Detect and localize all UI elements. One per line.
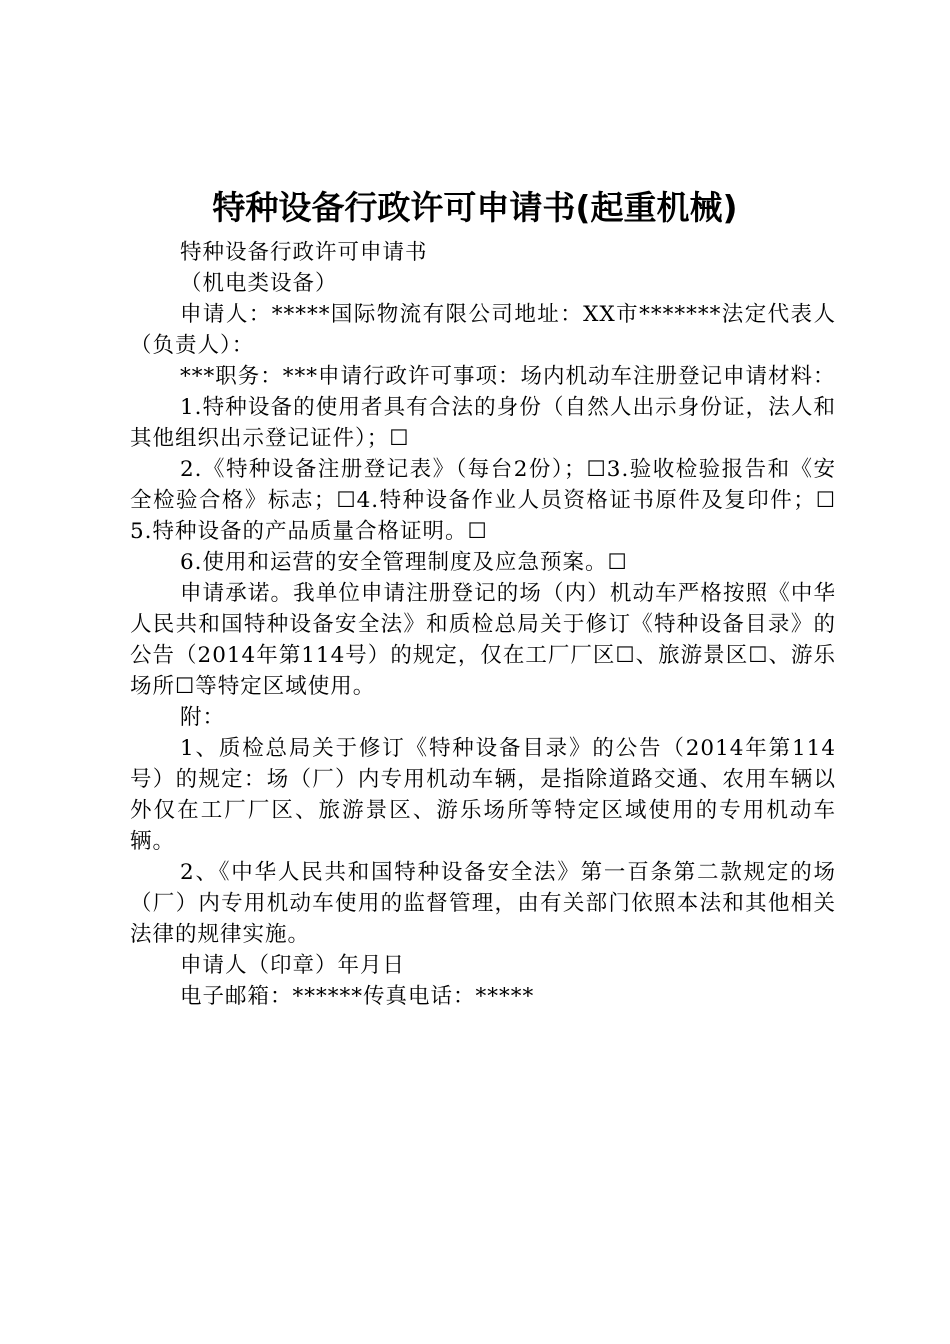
document-title: 特种设备行政许可申请书(起重机械) <box>212 188 738 227</box>
subtitle-line: 特种设备行政许可申请书 <box>180 240 428 265</box>
contact-line: 电子邮箱：******传真电话：***** <box>180 984 535 1009</box>
document-body <box>130 237 836 1012</box>
commitment-paragraph: 申请承诺。我单位申请注册登记的场（内）机动车严格按照《中华人民共和国特种设备安全法》和质检总局关于修订《特种设备目录》的公告（2014年第114号）的规定，仅在工厂厂区☐、旅游景区☐、游乐场所☐等特定区域使用。 <box>130 581 836 699</box>
applicant-paragraph: 申请人：*****国际物流有限公司地址：XX市*******法定代表人（负责人）： <box>130 302 836 358</box>
position-paragraph: ***职务：***申请行政许可事项：场内机动车注册登记申请材料： <box>180 364 836 389</box>
signature-line: 申请人（印章）年月日 <box>180 953 406 978</box>
appendix-item-1: 1、质检总局关于修订《特种设备目录》的公告（2014年第114号）的规定：场（厂）内专用机动车辆，是指除道路交通、农用车辆以外仅在工厂厂区、旅游景区、游乐场所等特定区域使用的专用机动车辆。 <box>130 736 836 854</box>
material-item-2-5: 2.《特种设备注册登记表》（每台2份）；☐3.验收检验报告和《安全检验合格》标志；☐4.特种设备作业人员资格证书原件及复印件；☐5.特种设备的产品质量合格证明。☐ <box>130 457 836 544</box>
appendix-heading: 附： <box>180 705 226 730</box>
category-line: （机电类设备） <box>180 271 338 296</box>
appendix-item-2: 2、《中华人民共和国特种设备安全法》第一百条第二款规定的场（厂）内专用机动车使用的监督管理，由有关部门依照本法和其他相关法律的规律实施。 <box>130 860 836 947</box>
material-item-1: 1.特种设备的使用者具有合法的身份（自然人出示身份证，法人和其他组织出示登记证件）；☐ <box>130 395 836 451</box>
material-item-6: 6.使用和运营的安全管理制度及应急预案。☐ <box>180 550 628 575</box>
